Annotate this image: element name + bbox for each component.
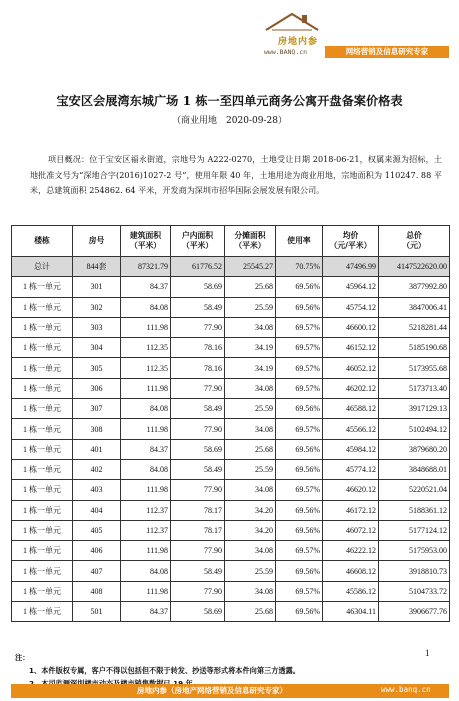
table-cell: 1 栋一单元 — [12, 378, 73, 398]
footer-bar-text: 房地内参（房地产网络营销及信息研究专家） — [137, 686, 287, 695]
table-row — [12, 439, 450, 459]
table-cell: 87321.79 — [121, 257, 171, 277]
table-row — [12, 399, 450, 419]
table-row — [12, 358, 450, 378]
table-cell: 5102494.12 — [379, 419, 450, 439]
project-overview: 项目概况：位于宝安区福永街道，宗地号为 A222-0270，土地受让日期 2018-06-21，权属来源为招标，土地批准文号为“深地合字(2016)1027-2 号”，使用年限 40 年，土地用途为商业用地，宗地面积为 110247. 88 平米，总建筑面积 254862. 64 平米，开发商为深圳市招华国际会展发展有限公司。 — [30, 154, 442, 195]
table-cell: 34.08 — [225, 378, 276, 398]
table-cell: 1 栋一单元 — [12, 541, 73, 561]
table-cell: 5173955.68 — [379, 358, 450, 378]
table-cell: 45964.12 — [323, 277, 379, 297]
table-cell: 84.37 — [121, 602, 171, 622]
table-cell: 69.56% — [276, 520, 323, 540]
table-cell: 301 — [73, 277, 121, 297]
table-cell: 25.68 — [225, 439, 276, 459]
table-cell: 78.17 — [171, 500, 225, 520]
table-cell: 1 栋一单元 — [12, 561, 73, 581]
table-cell: 46152.12 — [323, 338, 379, 358]
table-row — [12, 297, 450, 317]
table-cell: 45774.12 — [323, 459, 379, 479]
table-row — [12, 602, 450, 622]
table-cell: 69.56% — [276, 399, 323, 419]
table-cell: 77.90 — [171, 480, 225, 500]
table-cell: 112.35 — [121, 338, 171, 358]
table-cell: 69.56% — [276, 277, 323, 297]
footer-bar-url[interactable]: www.banq.cn — [381, 685, 431, 694]
table-row — [12, 541, 450, 561]
table-cell: 3847006.41 — [379, 297, 450, 317]
table-cell: 406 — [73, 541, 121, 561]
page-number: 1 — [425, 648, 430, 658]
table-cell: 5177124.12 — [379, 520, 450, 540]
table-cell: 407 — [73, 561, 121, 581]
table-cell: 77.90 — [171, 378, 225, 398]
table-cell: 111.98 — [121, 419, 171, 439]
table-cell: 46608.12 — [323, 561, 379, 581]
table-cell: 408 — [73, 581, 121, 601]
table-cell: 302 — [73, 297, 121, 317]
document-title: 宝安区会展湾东城广场 1 栋一至四单元商务公寓开盘备案价格表 — [56, 94, 403, 108]
table-cell: 3848688.01 — [379, 459, 450, 479]
table-cell: 1 栋一单元 — [12, 480, 73, 500]
table-cell: 69.57% — [276, 480, 323, 500]
table-row — [12, 480, 450, 500]
column-header: 分摊面积 （平米） — [225, 226, 276, 257]
table-cell: 45984.12 — [323, 439, 379, 459]
table-cell: 5220521.04 — [379, 480, 450, 500]
table-cell: 78.16 — [171, 338, 225, 358]
document-subtitle: （商业用地 2020-09-28） — [172, 116, 287, 126]
table-cell: 58.49 — [171, 297, 225, 317]
table-cell: 1 栋一单元 — [12, 338, 73, 358]
table-cell: 69.56% — [276, 297, 323, 317]
table-cell: 46304.11 — [323, 602, 379, 622]
table-cell: 84.08 — [121, 561, 171, 581]
table-cell: 1 栋一单元 — [12, 500, 73, 520]
table-cell: 61776.52 — [171, 257, 225, 277]
table-cell: 77.90 — [171, 581, 225, 601]
table-cell: 5218281.44 — [379, 317, 450, 337]
table-cell: 25.68 — [225, 277, 276, 297]
table-cell: 45566.12 — [323, 419, 379, 439]
column-header: 楼栋 — [12, 226, 73, 257]
table-cell: 58.69 — [171, 277, 225, 297]
table-cell: 1 栋一单元 — [12, 358, 73, 378]
table-cell: 58.49 — [171, 561, 225, 581]
table-cell: 58.69 — [171, 439, 225, 459]
table-cell: 305 — [73, 358, 121, 378]
table-cell: 47496.99 — [323, 257, 379, 277]
table-cell: 69.56% — [276, 561, 323, 581]
table-cell: 58.49 — [171, 459, 225, 479]
table-header-row — [12, 226, 450, 257]
table-cell: 1 栋一单元 — [12, 297, 73, 317]
table-cell: 25.59 — [225, 459, 276, 479]
table-cell: 78.17 — [171, 520, 225, 540]
table-cell: 69.56% — [276, 459, 323, 479]
table-cell: 46620.12 — [323, 480, 379, 500]
table-cell: 306 — [73, 378, 121, 398]
table-cell: 34.19 — [225, 338, 276, 358]
table-cell: 34.08 — [225, 581, 276, 601]
table-cell: 3906677.76 — [379, 602, 450, 622]
table-cell: 46052.12 — [323, 358, 379, 378]
table-cell: 307 — [73, 399, 121, 419]
table-cell: 46222.12 — [323, 541, 379, 561]
table-cell: 58.69 — [171, 602, 225, 622]
table-row — [12, 317, 450, 337]
table-row — [12, 419, 450, 439]
table-cell: 111.98 — [121, 541, 171, 561]
table-row — [12, 581, 450, 601]
table-cell: 69.56% — [276, 439, 323, 459]
table-cell: 112.35 — [121, 358, 171, 378]
table-cell: 69.57% — [276, 317, 323, 337]
footer-note: 1、本件版权专属，客户不得以包括但不限于转发、抄送等形式将本件向第三方透露。 — [29, 666, 300, 675]
table-cell: 78.16 — [171, 358, 225, 378]
table-cell: 112.37 — [121, 520, 171, 540]
table-cell: 84.37 — [121, 439, 171, 459]
table-cell: 5173713.40 — [379, 378, 450, 398]
column-header: 户内面积 （平米） — [171, 226, 225, 257]
header-banner — [262, 10, 450, 58]
column-header: 均价 （元/平米） — [323, 226, 379, 257]
table-row — [12, 561, 450, 581]
table-cell: 34.20 — [225, 520, 276, 540]
table-cell: 1 栋一单元 — [12, 277, 73, 297]
table-cell: 403 — [73, 480, 121, 500]
column-header: 使用率 — [276, 226, 323, 257]
house-roof-logo-icon — [262, 10, 322, 36]
table-cell: 46588.12 — [323, 399, 379, 419]
table-cell: 77.90 — [171, 317, 225, 337]
footer-notes-label: 注： — [15, 653, 30, 662]
table-cell: 58.49 — [171, 399, 225, 419]
table-cell: 5104733.72 — [379, 581, 450, 601]
table-cell: 69.57% — [276, 378, 323, 398]
table-cell: 1 栋一单元 — [12, 459, 73, 479]
table-cell: 1 栋一单元 — [12, 602, 73, 622]
column-header: 建筑面积 （平米） — [121, 226, 171, 257]
table-cell: 1 栋一单元 — [12, 581, 73, 601]
column-header: 总价 （元） — [379, 226, 450, 257]
table-cell: 5188361.12 — [379, 500, 450, 520]
table-cell: 总计 — [12, 257, 73, 277]
table-cell: 303 — [73, 317, 121, 337]
table-row — [12, 520, 450, 540]
brand-slogan: 网络营销及信息研究专家 — [325, 46, 449, 58]
table-cell: 46172.12 — [323, 500, 379, 520]
table-cell: 25.59 — [225, 561, 276, 581]
table-cell: 34.19 — [225, 358, 276, 378]
table-cell: 111.98 — [121, 480, 171, 500]
table-cell: 69.57% — [276, 581, 323, 601]
table-cell: 69.57% — [276, 541, 323, 561]
table-cell: 34.08 — [225, 317, 276, 337]
brand-url[interactable]: www.BANQ.cn — [264, 48, 308, 56]
footer-bar — [11, 684, 449, 698]
table-cell: 304 — [73, 338, 121, 358]
column-header: 房号 — [73, 226, 121, 257]
table-cell: 111.98 — [121, 581, 171, 601]
table-cell: 111.98 — [121, 378, 171, 398]
table-cell: 5185190.68 — [379, 338, 450, 358]
table-cell: 25.59 — [225, 399, 276, 419]
table-cell: 404 — [73, 500, 121, 520]
table-cell: 25.68 — [225, 602, 276, 622]
table-cell: 401 — [73, 439, 121, 459]
total-row — [12, 257, 450, 277]
table-cell: 402 — [73, 459, 121, 479]
table-cell: 70.75% — [276, 257, 323, 277]
table-cell: 69.57% — [276, 419, 323, 439]
table-cell: 1 栋一单元 — [12, 419, 73, 439]
table-cell: 34.08 — [225, 541, 276, 561]
table-cell: 84.08 — [121, 459, 171, 479]
table-cell: 46072.12 — [323, 520, 379, 540]
brand-name: 房地内参 — [278, 37, 319, 47]
table-cell: 112.37 — [121, 500, 171, 520]
table-cell: 844套 — [73, 257, 121, 277]
table-cell: 1 栋一单元 — [12, 317, 73, 337]
table-row — [12, 277, 450, 297]
table-cell: 45754.12 — [323, 297, 379, 317]
table-cell: 3879680.20 — [379, 439, 450, 459]
table-cell: 501 — [73, 602, 121, 622]
table-cell: 46202.12 — [323, 378, 379, 398]
table-cell: 25545.27 — [225, 257, 276, 277]
table-cell: 308 — [73, 419, 121, 439]
footer — [11, 648, 449, 698]
table-cell: 1 栋一单元 — [12, 399, 73, 419]
table-cell: 84.37 — [121, 277, 171, 297]
table-cell: 3917129.13 — [379, 399, 450, 419]
table-cell: 111.98 — [121, 317, 171, 337]
price-table — [11, 225, 450, 622]
table-row — [12, 500, 450, 520]
table-cell: 1 栋一单元 — [12, 439, 73, 459]
table-cell: 84.08 — [121, 399, 171, 419]
table-cell: 3877992.80 — [379, 277, 450, 297]
table-cell: 77.90 — [171, 541, 225, 561]
table-row — [12, 459, 450, 479]
table-cell: 69.56% — [276, 602, 323, 622]
table-cell: 4147522620.00 — [379, 257, 450, 277]
table-cell: 69.56% — [276, 500, 323, 520]
table-cell: 69.57% — [276, 358, 323, 378]
table-cell: 3918810.73 — [379, 561, 450, 581]
table-row — [12, 378, 450, 398]
table-cell: 34.08 — [225, 419, 276, 439]
table-cell: 1 栋一单元 — [12, 520, 73, 540]
table-row — [12, 338, 450, 358]
table-cell: 34.20 — [225, 500, 276, 520]
table-cell: 25.59 — [225, 297, 276, 317]
table-cell: 405 — [73, 520, 121, 540]
table-cell: 45586.12 — [323, 581, 379, 601]
table-cell: 77.90 — [171, 419, 225, 439]
table-cell: 69.57% — [276, 338, 323, 358]
table-cell: 46600.12 — [323, 317, 379, 337]
table-cell: 34.08 — [225, 480, 276, 500]
table-cell: 5175953.00 — [379, 541, 450, 561]
table-cell: 84.08 — [121, 297, 171, 317]
